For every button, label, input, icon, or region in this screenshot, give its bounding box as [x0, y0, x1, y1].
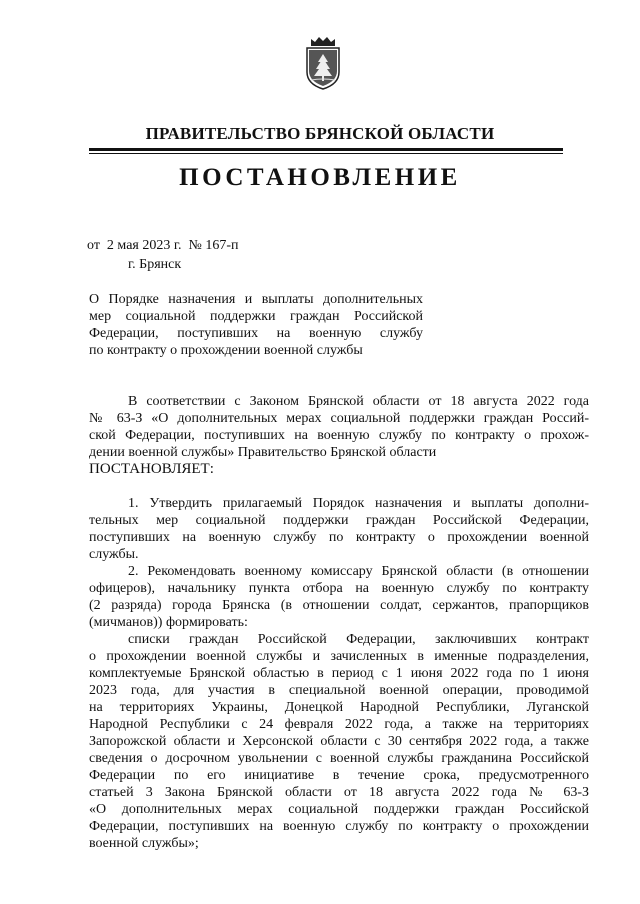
body-line: Народной Республики с 24 февраля 2022 года, а также на территориях	[89, 717, 589, 732]
body-line: дении военной службы» Правительство Брянской области	[89, 445, 437, 460]
body-line: службы.	[89, 547, 139, 562]
body-line: 1. Утвердить прилагаемый Порядок назначения и выплаты дополни-	[128, 496, 589, 511]
header-rule-thin	[89, 153, 563, 154]
subject-line: О Порядке назначения и выплаты дополнительных	[89, 292, 423, 307]
body-line: Федерации, поступивших на военную службу по контракту о прохождении	[89, 819, 589, 834]
body-line: списки граждан Российской Федерации, заключивших контракт	[128, 632, 589, 647]
body-line: В соответствии с Законом Брянской области от 18 августа 2022 года	[128, 394, 589, 409]
body-line: на территориях Украины, Донецкой Народной Республики, Луганской	[89, 700, 589, 715]
resolves-heading: ПОСТАНОВЛЯЕТ:	[89, 461, 214, 477]
body-line: Федерации по его инициативе в течение срока, предусмотренного	[89, 768, 589, 783]
paragraph-gap	[89, 478, 589, 495]
body-line: 2023 года, для участия в специальной военной операции, проводимой	[89, 683, 589, 698]
document-date-number: от 2 мая 2023 г. № 167-п	[87, 238, 239, 253]
subject-line: мер социальной поддержки граждан Российской	[89, 309, 423, 324]
body-line: Запорожской области и Херсонской области с 30 сентября 2022 года, а также	[89, 734, 589, 749]
document-city: г. Брянск	[128, 257, 182, 272]
body-line: статьей 3 Закона Брянской области от 18 августа 2022 года № 63-З	[89, 785, 589, 800]
document-type-title: ПОСТАНОВЛЕНИЕ	[179, 164, 461, 191]
item-2-paragraph	[89, 563, 589, 631]
body-line: тельных мер социальной поддержки граждан Российской Федерации,	[89, 513, 589, 528]
body-line: сведения о досрочном увольнении с военной службы гражданина Российской	[89, 751, 589, 766]
subject-line: по контракту о прохождении военной службы	[89, 343, 363, 358]
document-body	[89, 393, 589, 852]
body-line: офицеров), начальнику пункта отбора на военную службу по контракту	[89, 581, 589, 596]
government-title: ПРАВИТЕЛЬСТВО БРЯНСКОЙ ОБЛАСТИ	[145, 124, 495, 143]
header-rule-thick	[89, 148, 563, 151]
body-line: военной службы»;	[89, 836, 199, 851]
document-subject	[89, 291, 423, 359]
body-line: (мичманов)) формировать:	[89, 615, 248, 630]
item-1-paragraph	[89, 495, 589, 563]
body-line: № 63-З «О дополнительных мерах социальной поддержки граждан Россий-	[89, 411, 589, 426]
body-line: ской Федерации, поступивших на военную службу по контракту о прохож-	[89, 428, 589, 443]
body-line: о прохождении военной службы и зачисленных в именные подразделения,	[89, 649, 589, 664]
subject-line: Федерации, поступивших на военную службу	[89, 326, 423, 341]
body-line: «О дополнительных мерах социальной поддержки граждан Российской	[89, 802, 589, 817]
preamble-paragraph	[89, 393, 589, 461]
coat-of-arms-emblem	[303, 36, 343, 90]
body-line: 2. Рекомендовать военному комиссару Брянской области (в отношении	[128, 564, 589, 579]
body-line: поступивших на военную службу по контракту о прохождении военной	[89, 530, 589, 545]
body-line: комплектуемые Брянской областью в период с 1 июня 2022 года по 1 июня	[89, 666, 589, 681]
item-2-subparagraph	[89, 631, 589, 852]
body-line: (2 разряда) города Брянска (в отношении солдат, сержантов, прапорщиков	[89, 598, 589, 613]
